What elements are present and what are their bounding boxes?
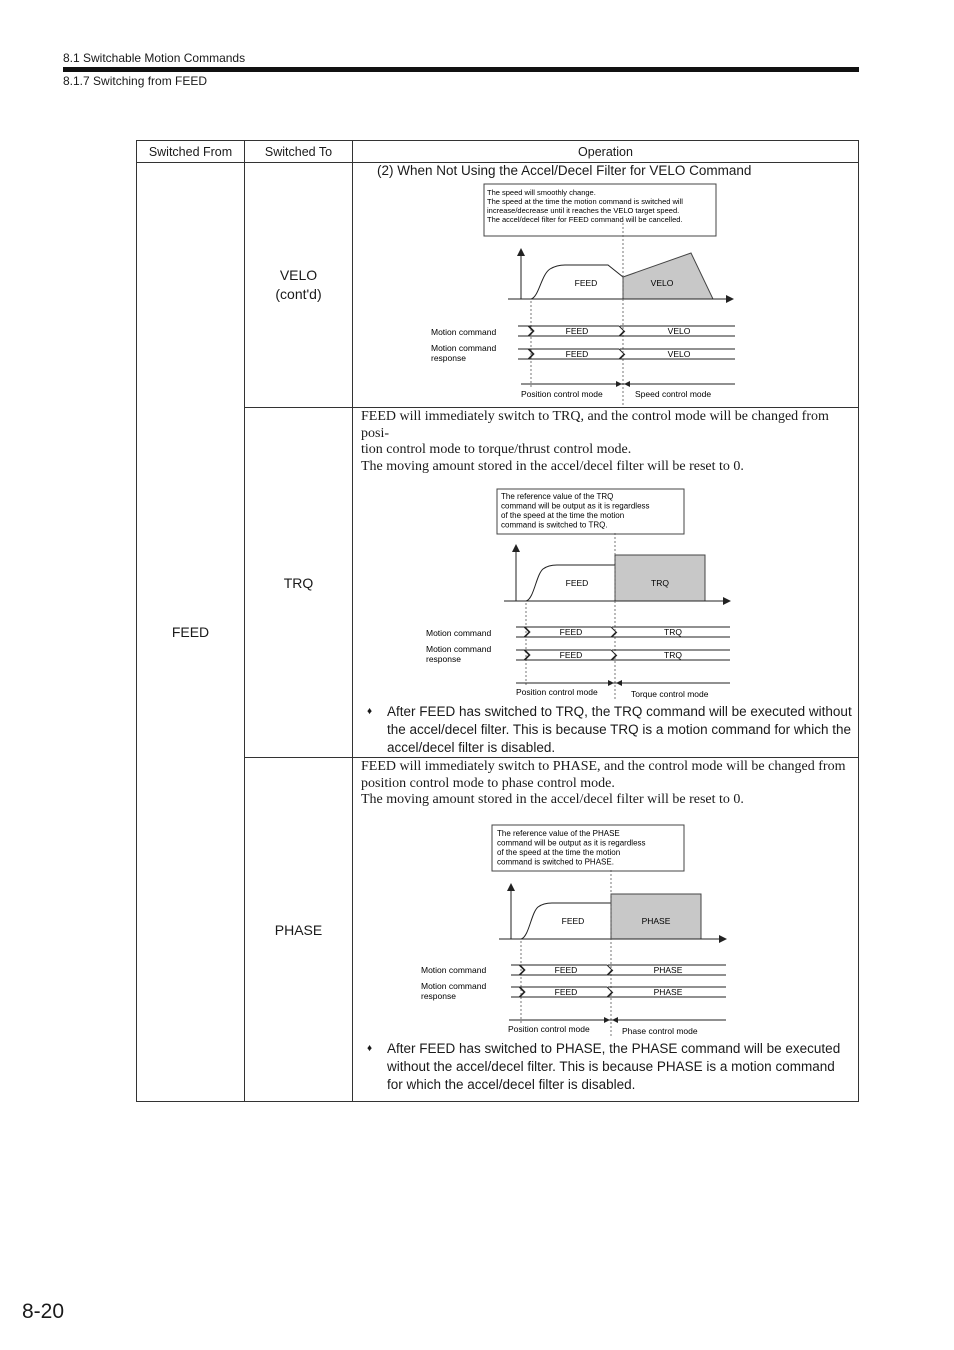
velo-motion-command-label: Motion command (431, 327, 497, 337)
trq-response-label: Motion command (426, 644, 492, 654)
velo-left-mode-label: Position control mode (521, 389, 603, 399)
trq-callout-line: command is switched to TRQ. (501, 520, 608, 530)
trq-paragraph-line: FEED will immediately switch to TRQ, and the control mode will be changed from posi- (361, 409, 829, 441)
trq-right-mode-label: Torque control mode (631, 689, 709, 699)
trq-note (353, 703, 858, 757)
page-number: 8-20 (22, 1300, 65, 1323)
trq-response-signal (516, 650, 730, 660)
trq-to-region-label: TRQ (651, 578, 669, 588)
velo-timing-diagram (353, 179, 853, 407)
phase-paragraph-line: FEED will immediately switch to PHASE, and the control mode will be changed from (361, 759, 846, 774)
phase-paragraph-line: The moving amount stored in the accel/decel filter will be reset to 0. (361, 792, 744, 807)
phase-timing-diagram (353, 810, 853, 1040)
trq-callout-line: of the speed at the time the motion (501, 511, 625, 520)
table-row-trq (137, 408, 859, 758)
trq-command-from: FEED (559, 627, 583, 637)
trq-response-label-2: response (426, 654, 461, 664)
trq-timing-diagram (353, 475, 853, 703)
phase-note-line: for which the accel/decel filter is disabled. (387, 1076, 636, 1092)
phase-right-mode-label: Phase control mode (622, 1025, 698, 1036)
velo-response-label-2: response (431, 353, 466, 363)
trq-callout-line: The reference value of the TRQ (501, 492, 614, 501)
trq-command-signal (516, 627, 730, 637)
velo-response-signal (518, 349, 735, 359)
table-row-velo (137, 163, 859, 408)
phase-paragraph-line: position control mode to phase control mode. (361, 775, 615, 791)
phase-response-label-2: response (421, 990, 456, 1001)
velo-callout-line: The speed at the time the motion command is switched will (487, 197, 683, 206)
switched-to-trq-label: TRQ (283, 574, 314, 591)
bullet-icon: ♦ (367, 1042, 373, 1054)
switched-to-velo-label: VELO (279, 267, 318, 283)
column-header-from: Switched From (137, 141, 245, 163)
velo-response-to: VELO (667, 349, 691, 359)
header-rule (63, 67, 859, 72)
phase-callout-line: of the speed at the time the motion (497, 847, 621, 857)
trq-note-line: After FEED has switched to TRQ, the TRQ command will be executed without (387, 704, 852, 719)
velo-command-from: FEED (565, 326, 589, 336)
velo-to-region-label: VELO (650, 278, 674, 288)
operation-phase-cell (353, 758, 859, 1102)
trq-paragraph-line: tion control mode to torque/thrust control mode. (361, 442, 632, 457)
trq-response-from: FEED (559, 650, 583, 660)
phase-callout-line: command will be output as it is regardless (497, 838, 646, 847)
phase-command-from: FEED (554, 964, 578, 975)
velo-feed-region-label: FEED (574, 278, 598, 288)
trq-motion-command-label: Motion command (426, 628, 492, 638)
phase-response-label: Motion command (421, 980, 487, 991)
velo-callout-line: increase/decrease until it reaches the VELO target speed. (487, 206, 680, 215)
velo-callout-line: The accel/decel filter for FEED command will be cancelled. (487, 215, 683, 224)
subsection-header: 8.1.7 Switching from FEED (63, 74, 208, 88)
operation-trq-cell (353, 408, 859, 758)
phase-callout-line: command is switched to PHASE. (497, 857, 614, 866)
phase-response-signal (511, 987, 726, 997)
switched-from-cell (137, 163, 245, 1102)
operation-velo-cell (353, 163, 859, 408)
phase-left-mode-label: Position control mode (508, 1023, 590, 1034)
column-header-to: Switched To (245, 141, 353, 163)
velo-command-to: VELO (667, 326, 691, 336)
trq-note-line: the accel/decel filter. This is because TRQ is a motion command for which the (387, 722, 851, 737)
trq-paragraph (353, 408, 858, 475)
switched-to-velo-note: (cont'd) (275, 286, 322, 302)
trq-response-to: TRQ (664, 650, 682, 660)
velo-subheading: (2) When Not Using the Accel/Decel Filter for VELO Command (377, 163, 752, 178)
phase-motion-command-label: Motion command (421, 964, 487, 975)
velo-response-label: Motion command (431, 343, 497, 353)
velo-right-mode-label: Speed control mode (635, 389, 712, 399)
velo-callout-line: The speed will smoothly change. (487, 188, 596, 197)
switched-to-phase-cell (245, 758, 353, 1102)
trq-left-mode-label: Position control mode (516, 687, 598, 697)
phase-response-to: PHASE (653, 986, 683, 997)
column-header-operation: Operation (353, 141, 859, 163)
phase-command-signal (511, 965, 726, 975)
phase-paragraph (353, 758, 858, 809)
table-row-phase (137, 758, 859, 1102)
bullet-icon: ♦ (367, 706, 373, 717)
trq-note-line: accel/decel filter is disabled. (387, 740, 556, 755)
phase-command-to: PHASE (653, 964, 683, 975)
phase-to-region-label: PHASE (641, 915, 671, 926)
phase-note-line: without the accel/decel filter. This is because PHASE is a motion command (387, 1058, 835, 1074)
phase-feed-region-label: FEED (561, 915, 585, 926)
velo-response-from: FEED (565, 349, 589, 359)
section-header: 8.1 Switchable Motion Commands (63, 51, 246, 65)
trq-callout-line: command will be output as it is regardless (501, 501, 650, 511)
switched-to-velo-cell (245, 163, 353, 408)
trq-feed-region-label: FEED (565, 578, 589, 588)
phase-response-from: FEED (554, 986, 578, 997)
switching-table (136, 140, 859, 1102)
trq-command-to: TRQ (664, 627, 682, 637)
velo-shaded-region (623, 253, 713, 299)
table-header-row (137, 141, 859, 163)
phase-callout-line: The reference value of the PHASE (497, 828, 620, 838)
trq-paragraph-line: The moving amount stored in the accel/decel filter will be reset to 0. (361, 458, 744, 474)
switched-to-phase-label: PHASE (274, 921, 323, 938)
phase-note (353, 1040, 858, 1097)
switched-from-label: FEED (171, 624, 210, 640)
switched-to-trq-cell (245, 408, 353, 758)
phase-note-line: After FEED has switched to PHASE, the PHASE command will be executed (387, 1040, 841, 1056)
velo-command-signal (518, 326, 735, 336)
